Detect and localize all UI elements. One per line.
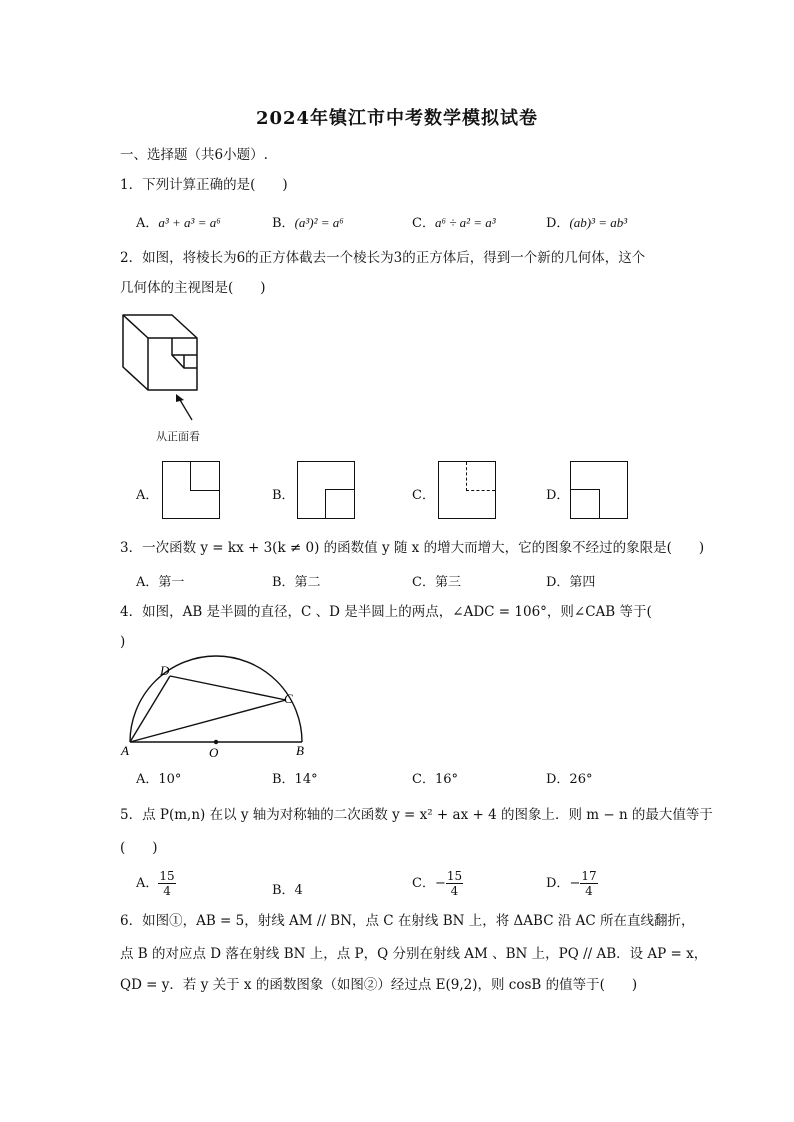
q5-option-c-fraction bbox=[446, 869, 463, 898]
q5-option-c bbox=[412, 869, 463, 898]
q5-stem-line2: ( ) bbox=[120, 840, 158, 856]
label-o: O bbox=[209, 745, 219, 760]
q4-option-a: A．10° bbox=[136, 772, 182, 787]
q2-option-a-label: A． bbox=[136, 488, 159, 503]
q2-stem-line1: 2．如图，将棱长为6的正方体截去一个棱长为3的正方体后，得到一个新的几何体，这个 bbox=[120, 250, 646, 266]
q1-option-c-expr: a⁶ ÷ a² = a³ bbox=[434, 215, 496, 230]
chord-dc bbox=[170, 676, 286, 700]
q1-option-d bbox=[546, 212, 627, 231]
q1-option-c bbox=[412, 212, 496, 231]
fraction-numerator: 17 bbox=[581, 869, 597, 883]
chord-ac bbox=[130, 700, 286, 742]
q5-option-b: B．4 bbox=[272, 883, 303, 898]
q1-option-d-expr: (ab)³ = ab³ bbox=[569, 215, 628, 230]
section-heading: 一、选择题（共6小题）. bbox=[120, 147, 268, 163]
q2-option-c-label: C． bbox=[412, 488, 435, 503]
q5-option-a-label: A． bbox=[136, 876, 159, 891]
q5-option-c-sign: − bbox=[434, 876, 446, 891]
q2-stem-line2: 几何体的主视图是( ) bbox=[120, 280, 266, 296]
q2-option-a-inner-square bbox=[190, 462, 219, 491]
q1-option-b-label: B． bbox=[272, 216, 295, 231]
fraction-numerator: 15 bbox=[159, 869, 175, 883]
q1-option-a-label: A． bbox=[136, 216, 159, 231]
q5-option-a bbox=[136, 869, 176, 898]
q6-stem-line2: 点 B 的对应点 D 落在射线 BN 上，点 P，Q 分别在射线 AM 、BN 上，PQ // AB．设 AP = x， bbox=[120, 946, 708, 962]
q4-option-d: D．26° bbox=[546, 772, 593, 787]
q1-option-b bbox=[272, 212, 344, 231]
q5-stem-line1: 5．点 P(m,n) 在以 y 轴为对称轴的二次函数 y = x² + ax + 4 的图象上．则 m − n 的最大值等于 bbox=[120, 807, 713, 823]
page-title: 2024年镇江市中考数学模拟试卷 bbox=[255, 108, 539, 129]
q4-semicircle-figure bbox=[118, 656, 318, 760]
q2-option-b-label: B． bbox=[272, 488, 295, 503]
q6-stem-line3: QD = y．若 y 关于 x 的函数图象（如图②）经过点 E(9,2)，则 cosB 的值等于( ) bbox=[120, 977, 638, 993]
q5-option-c-label: C． bbox=[412, 876, 435, 891]
label-c: C bbox=[284, 691, 293, 706]
q5-option-d-sign: − bbox=[569, 876, 581, 891]
q5-option-d bbox=[546, 869, 598, 898]
q1-option-d-label: D． bbox=[546, 216, 570, 231]
q2-option-b-view bbox=[297, 461, 355, 519]
q1-option-a-expr: a³ + a³ = a⁶ bbox=[158, 215, 221, 230]
q2-solid-figure bbox=[118, 310, 218, 420]
fraction-numerator: 15 bbox=[446, 869, 463, 883]
q6-stem-line1: 6．如图①，AB = 5，射线 AM // BN，点 C 在射线 BN 上，将 ΔABC 沿 AC 所在直线翻折， bbox=[120, 913, 695, 929]
label-d: D bbox=[160, 663, 170, 678]
q4-stem-line2: ) bbox=[120, 634, 126, 650]
front-view-caption: 从正面看 bbox=[156, 430, 200, 443]
q1-option-b-expr: (a³)² = a⁶ bbox=[294, 215, 344, 230]
center-point bbox=[214, 740, 218, 744]
fraction-denominator: 4 bbox=[163, 884, 171, 898]
fraction-denominator: 4 bbox=[585, 884, 593, 898]
q2-option-d-label: D． bbox=[546, 488, 570, 503]
q2-option-c-view bbox=[438, 461, 496, 519]
q4-stem-line1: 4．如图，AB 是半圆的直径，C 、D 是半圆上的两点，∠ADC = 106°，则∠CAB 等于( bbox=[120, 604, 652, 620]
q4-option-c: C．16° bbox=[412, 772, 458, 787]
q2-option-b-inner-square bbox=[325, 489, 354, 518]
label-b: B bbox=[296, 743, 304, 758]
q4-option-b: B．14° bbox=[272, 772, 318, 787]
q5-option-d-label: D． bbox=[546, 876, 570, 891]
q5-option-d-fraction bbox=[580, 869, 597, 898]
q3-option-b: B．第二 bbox=[272, 575, 321, 590]
q5-option-a-fraction bbox=[158, 869, 175, 898]
q1-option-c-label: C． bbox=[412, 216, 435, 231]
fraction-denominator: 4 bbox=[450, 884, 459, 898]
q3-option-c: C．第三 bbox=[412, 575, 461, 590]
q3-option-d: D．第四 bbox=[546, 575, 596, 590]
label-a: A bbox=[121, 743, 129, 758]
q1-stem: 1．下列计算正确的是( ) bbox=[120, 177, 288, 193]
q3-option-a: A．第一 bbox=[136, 575, 185, 590]
q2-option-d-inner-square bbox=[571, 489, 600, 518]
q2-option-c-inner-square bbox=[466, 462, 495, 491]
q2-option-a-view bbox=[162, 461, 220, 519]
q2-option-d-view bbox=[570, 461, 628, 519]
q3-stem: 3．一次函数 y = kx + 3(k ≠ 0) 的函数值 y 随 x 的增大而增大，它的图象不经过的象限是( ) bbox=[120, 540, 705, 556]
q1-option-a bbox=[136, 212, 221, 231]
